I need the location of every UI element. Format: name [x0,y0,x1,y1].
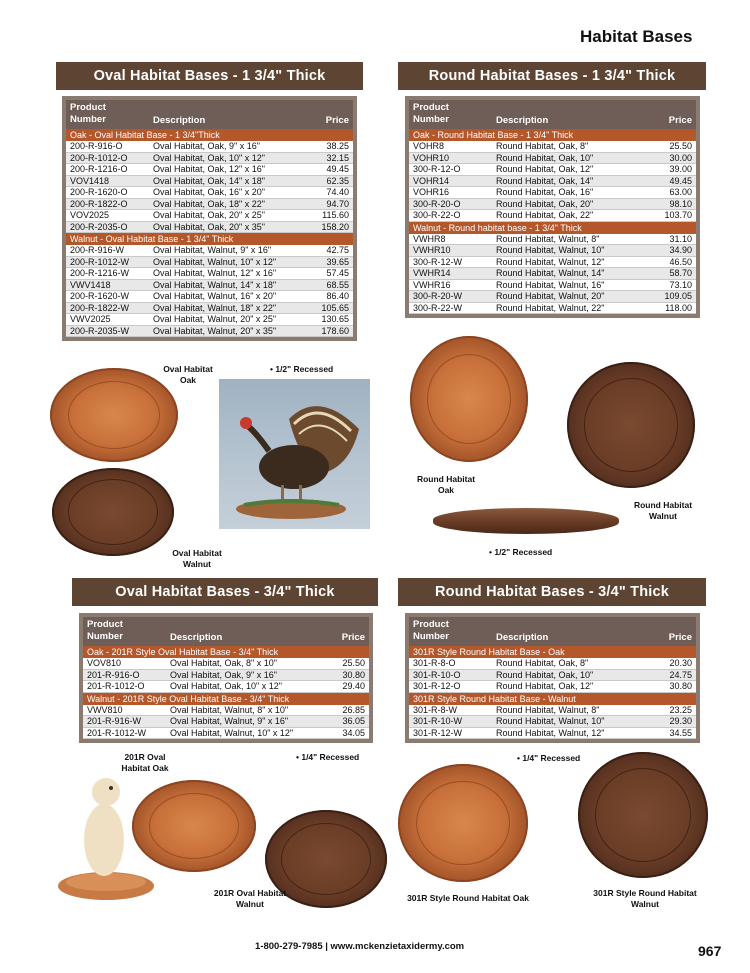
header-product: Product [87,619,123,630]
table-row [409,257,696,269]
table-row [66,222,353,234]
table-row [83,705,369,717]
product-number: 200-R-1012-O [70,152,128,163]
product-description: Round Habitat, Walnut, 14" [496,268,605,278]
product-description: Round Habitat, Oak, 20" [496,198,594,209]
product-description: Oval Habitat, Walnut, 20" x 35" [153,325,277,336]
product-number: 200-R-1216-W [70,268,130,278]
oval-thick-recessed-note: • 1/2" Recessed [270,364,334,374]
product-description: Round Habitat, Oak, 8" [496,141,589,151]
product-number: VWHR8 [413,233,446,244]
product-number: 201-R-1012-W [87,727,147,738]
product-price: 178.60 [321,325,349,336]
table-row [83,728,369,740]
product-number: 201-R-916-W [87,716,142,726]
oval-thin-walnut-caption: 201R Oval Habitat Walnut [213,888,287,909]
header-description: Description [153,115,206,126]
oval-thin-oak-caption: 201R Oval Habitat Oak [121,752,169,773]
product-description: Oval Habitat, Walnut, 9" x 16" [153,245,272,255]
table-row [409,176,696,188]
product-description: Oval Habitat, Walnut, 8" x 10" [170,704,289,715]
oval-thick-table [62,96,357,341]
table-row [409,187,696,199]
product-number: 200-R-916-O [70,141,123,151]
product-description: Round Habitat, Oak, 8" [496,658,589,668]
product-description: Round Habitat, Oak, 22" [496,210,594,220]
section-header: Oak - Oval Habitat Base - 1 3/4"Thick [66,129,353,141]
product-number: 200-R-1822-W [70,302,130,313]
product-price: 118.00 [665,302,692,313]
product-description: Round Habitat, Oak, 10" [496,152,594,163]
oval-thick-banner: Oval Habitat Bases - 1 3/4" Thick [56,62,363,90]
product-description: Round Habitat, Oak, 12" [496,164,594,174]
product-description: Oval Habitat, Oak, 10" x 12" [170,681,282,691]
table-row [409,199,696,211]
section-header: 301R Style Round Habitat Base - Oak [409,646,696,658]
product-description: Oval Habitat, Oak, 20" x 25" [153,210,265,220]
section-header: 301R Style Round Habitat Base - Walnut [409,693,696,705]
table-row [83,681,369,693]
oval-oak-caption: Oval Habitat Oak [163,364,213,385]
round-thick-recessed-note: • 1/2" Recessed [489,547,553,557]
product-number: 200-R-1822-O [70,198,128,209]
product-price: 73.10 [669,279,692,290]
table-row [409,728,696,740]
product-price: 62.35 [326,175,349,186]
product-number: 300-R-20-O [413,198,461,209]
product-number: VOV1418 [70,175,110,186]
product-description: Oval Habitat, Walnut, 10" x 12" [153,256,277,267]
product-description: Round Habitat, Oak, 10" [496,669,594,680]
product-number: VWHR10 [413,245,451,255]
header-product-number [413,619,496,643]
product-price: 63.00 [669,187,692,197]
product-description: Round Habitat, Oak, 14" [496,175,594,186]
table-header [409,100,696,129]
table-row [409,245,696,257]
page-title: Habitat Bases [580,27,693,46]
product-description: Round Habitat, Walnut, 10" [496,245,605,255]
section-header: Oak - Round Habitat Base - 1 3/4" Thick [409,129,696,141]
page-number: 967 [698,943,722,959]
product-price: 49.45 [669,175,692,186]
table-row [409,141,696,153]
product-price: 109.05 [664,291,692,301]
header-product-number [70,102,153,126]
round-walnut-side-image [433,508,619,534]
turkey-icon [219,379,370,529]
product-price: 31.10 [669,233,692,244]
table-row [409,658,696,670]
header-description: Description [170,632,223,643]
product-price: 25.50 [342,658,365,668]
product-number: 200-R-2035-O [70,221,128,232]
product-description: Oval Habitat, Oak, 12" x 16" [153,164,265,174]
round-oak-caption: Round Habitat Oak [416,474,476,495]
product-description: Oval Habitat, Walnut, 18" x 22" [153,302,277,313]
product-number: 200-R-1216-O [70,164,128,174]
product-price: 34.90 [669,245,692,255]
round-thick-table [405,96,700,318]
product-price: 94.70 [326,198,349,209]
section-header: Walnut - 201R Style Oval Habitat Base - 3/4" Thick [83,693,369,705]
product-price: 24.75 [669,669,692,680]
product-description: Oval Habitat, Oak, 18" x 22" [153,198,265,209]
product-description: Oval Habitat, Oak, 20" x 35" [153,221,265,232]
round-oak-base-image [410,336,528,462]
product-number: VOV2025 [70,210,110,220]
header-price: Price [668,632,692,643]
product-description: Oval Habitat, Walnut, 12" x 16" [153,268,277,278]
table-row [409,681,696,693]
product-description: Oval Habitat, Walnut, 14" x 18" [153,279,277,290]
header-price: Price [325,115,349,126]
table-row [409,716,696,728]
header-number: Number [413,631,449,642]
product-number: 200-R-1620-O [70,187,128,197]
table-row [83,658,369,670]
product-description: Round Habitat, Walnut, 10" [496,716,605,726]
product-number: 200-R-2035-W [70,325,130,336]
table-row [409,280,696,292]
product-number: VWV810 [87,704,123,715]
round-thin-walnut-base-image [578,752,708,878]
table-row [409,670,696,682]
product-price: 103.70 [664,210,692,220]
product-description: Oval Habitat, Oak, 14" x 18" [153,175,265,186]
table-row [66,210,353,222]
product-description: Round Habitat, Oak, 16" [496,187,594,197]
product-description: Oval Habitat, Walnut, 16" x 20" [153,291,277,301]
header-product-number [87,619,170,643]
product-number: 301-R-12-O [413,681,461,691]
product-number: 200-R-916-W [70,245,125,255]
table-row [83,670,369,682]
round-thin-oak-base-image [398,764,528,882]
product-price: 98.10 [669,198,692,209]
header-product: Product [413,619,449,630]
product-number: 301-R-8-O [413,658,456,668]
header-number: Number [87,631,123,642]
oval-oak-base-image [50,368,178,462]
footer-contact: 1-800-279-7985 | www.mckenzietaxidermy.com [255,941,465,952]
product-description: Round Habitat, Walnut, 22" [496,302,605,313]
header-price: Price [341,632,365,643]
product-price: 34.55 [669,727,692,738]
product-description: Oval Habitat, Walnut, 20" x 25" [153,314,277,324]
product-number: VWV2025 [70,314,111,324]
product-number: 200-R-1012-W [70,256,130,267]
product-number: VWHR14 [413,268,451,278]
product-description: Oval Habitat, Oak, 8" x 10" [170,658,277,668]
product-price: 158.20 [321,221,349,232]
section-header: Walnut - Oval Habitat Base - 1 3/4" Thick [66,233,353,245]
table-row [409,164,696,176]
table-row [66,268,353,280]
header-product-number [413,102,496,126]
section-header: Oak - 201R Style Oval Habitat Base - 3/4" Thick [83,646,369,658]
product-price: 26.85 [342,704,365,715]
product-description: Oval Habitat, Oak, 16" x 20" [153,187,265,197]
oval-thin-table [79,613,373,743]
product-number: VOHR14 [413,175,450,186]
oval-walnut-caption: Oval Habitat Walnut [172,548,222,569]
product-description: Round Habitat, Walnut, 20" [496,291,605,301]
round-thin-banner: Round Habitat Bases - 3/4" Thick [398,578,706,606]
table-row [66,187,353,199]
table-row [66,245,353,257]
product-number: VWV1418 [70,279,111,290]
header-price: Price [668,115,692,126]
product-number: VOV810 [87,658,122,668]
header-description: Description [496,115,549,126]
product-number: VWHR16 [413,279,451,290]
table-row [66,303,353,315]
product-number: 300-R-20-W [413,291,463,301]
product-description: Round Habitat, Walnut, 12" [496,256,605,267]
header-description: Description [496,632,549,643]
turkey-mount-photo [219,379,370,529]
oval-thin-recessed-note: • 1/4" Recessed [296,752,360,762]
product-price: 49.45 [326,164,349,174]
table-header [66,100,353,129]
product-price: 30.00 [669,152,692,163]
product-description: Oval Habitat, Walnut, 9" x 16" [170,716,289,726]
table-row [66,314,353,326]
product-number: 200-R-1620-W [70,291,130,301]
oval-thin-banner: Oval Habitat Bases - 3/4" Thick [72,578,378,606]
table-row [66,199,353,211]
product-description: Round Habitat, Oak, 12" [496,681,594,691]
header-product: Product [70,102,106,113]
product-number: VOHR8 [413,141,445,151]
table-row [409,210,696,222]
product-number: VOHR16 [413,187,450,197]
product-price: 74.40 [326,187,349,197]
product-number: 301-R-10-W [413,716,463,726]
product-price: 57.45 [326,268,349,278]
header-number: Number [70,114,106,125]
header-product: Product [413,102,449,113]
table-row [409,268,696,280]
product-description: Oval Habitat, Oak, 9" x 16" [153,141,260,151]
table-row [409,153,696,165]
product-price: 25.50 [669,141,692,151]
product-number: 201-R-916-O [87,669,140,680]
round-thick-banner: Round Habitat Bases - 1 3/4" Thick [398,62,706,90]
round-walnut-base-image [567,362,695,488]
table-row [409,234,696,246]
table-row [66,291,353,303]
table-row [66,326,353,338]
table-row [66,280,353,292]
product-number: 301-R-10-O [413,669,461,680]
product-price: 46.50 [669,256,692,267]
table-row [83,716,369,728]
product-price: 23.25 [669,704,692,715]
product-price: 39.00 [669,164,692,174]
product-price: 68.55 [326,279,349,290]
product-price: 58.70 [669,268,692,278]
table-header [83,617,369,646]
product-price: 105.65 [321,302,349,313]
table-row [66,164,353,176]
product-number: 301-R-12-W [413,727,463,738]
product-description: Round Habitat, Walnut, 12" [496,727,605,738]
product-description: Round Habitat, Walnut, 8" [496,704,600,715]
table-row [66,257,353,269]
product-description: Oval Habitat, Walnut, 10" x 12" [170,727,294,738]
product-price: 86.40 [326,291,349,301]
section-header: Walnut - Round habitat base - 1 3/4" Thick [409,222,696,234]
product-description: Round Habitat, Walnut, 8" [496,233,600,244]
product-number: 301-R-8-W [413,704,458,715]
product-description: Oval Habitat, Oak, 9" x 16" [170,669,277,680]
product-price: 20.30 [669,658,692,668]
product-description: Round Habitat, Walnut, 16" [496,279,605,290]
product-price: 29.30 [669,716,692,726]
product-price: 30.80 [342,669,365,680]
product-price: 32.15 [326,152,349,163]
table-row [409,705,696,717]
oval-walnut-base-image [52,468,174,556]
table-row [66,176,353,188]
product-number: 300-R-22-W [413,302,463,313]
product-number: 300-R-12-O [413,164,461,174]
product-price: 30.80 [669,681,692,691]
product-price: 34.05 [342,727,365,738]
product-number: 201-R-1012-O [87,681,145,691]
product-price: 39.65 [326,256,349,267]
round-thin-recessed-note: • 1/4" Recessed [517,753,581,763]
oval-thin-oak-base-image [132,780,256,872]
table-row [409,291,696,303]
round-walnut-caption: Round Habitat Walnut [633,500,693,521]
table-row [66,153,353,165]
product-price: 115.60 [322,210,349,220]
round-thin-table [405,613,700,743]
product-number: 300-R-12-W [413,256,463,267]
product-price: 130.65 [321,314,349,324]
product-price: 38.25 [326,141,349,151]
product-description: Oval Habitat, Oak, 10" x 12" [153,152,265,163]
table-header [409,617,696,646]
product-number: VOHR10 [413,152,450,163]
header-number: Number [413,114,449,125]
product-number: 300-R-22-O [413,210,461,220]
round-thin-oak-caption: 301R Style Round Habitat Oak [407,893,529,903]
table-row [66,141,353,153]
round-thin-walnut-caption: 301R Style Round Habitat Walnut [593,888,697,909]
product-price: 42.75 [326,245,349,255]
table-row [409,303,696,315]
product-price: 36.05 [342,716,365,726]
product-price: 29.40 [342,681,365,691]
